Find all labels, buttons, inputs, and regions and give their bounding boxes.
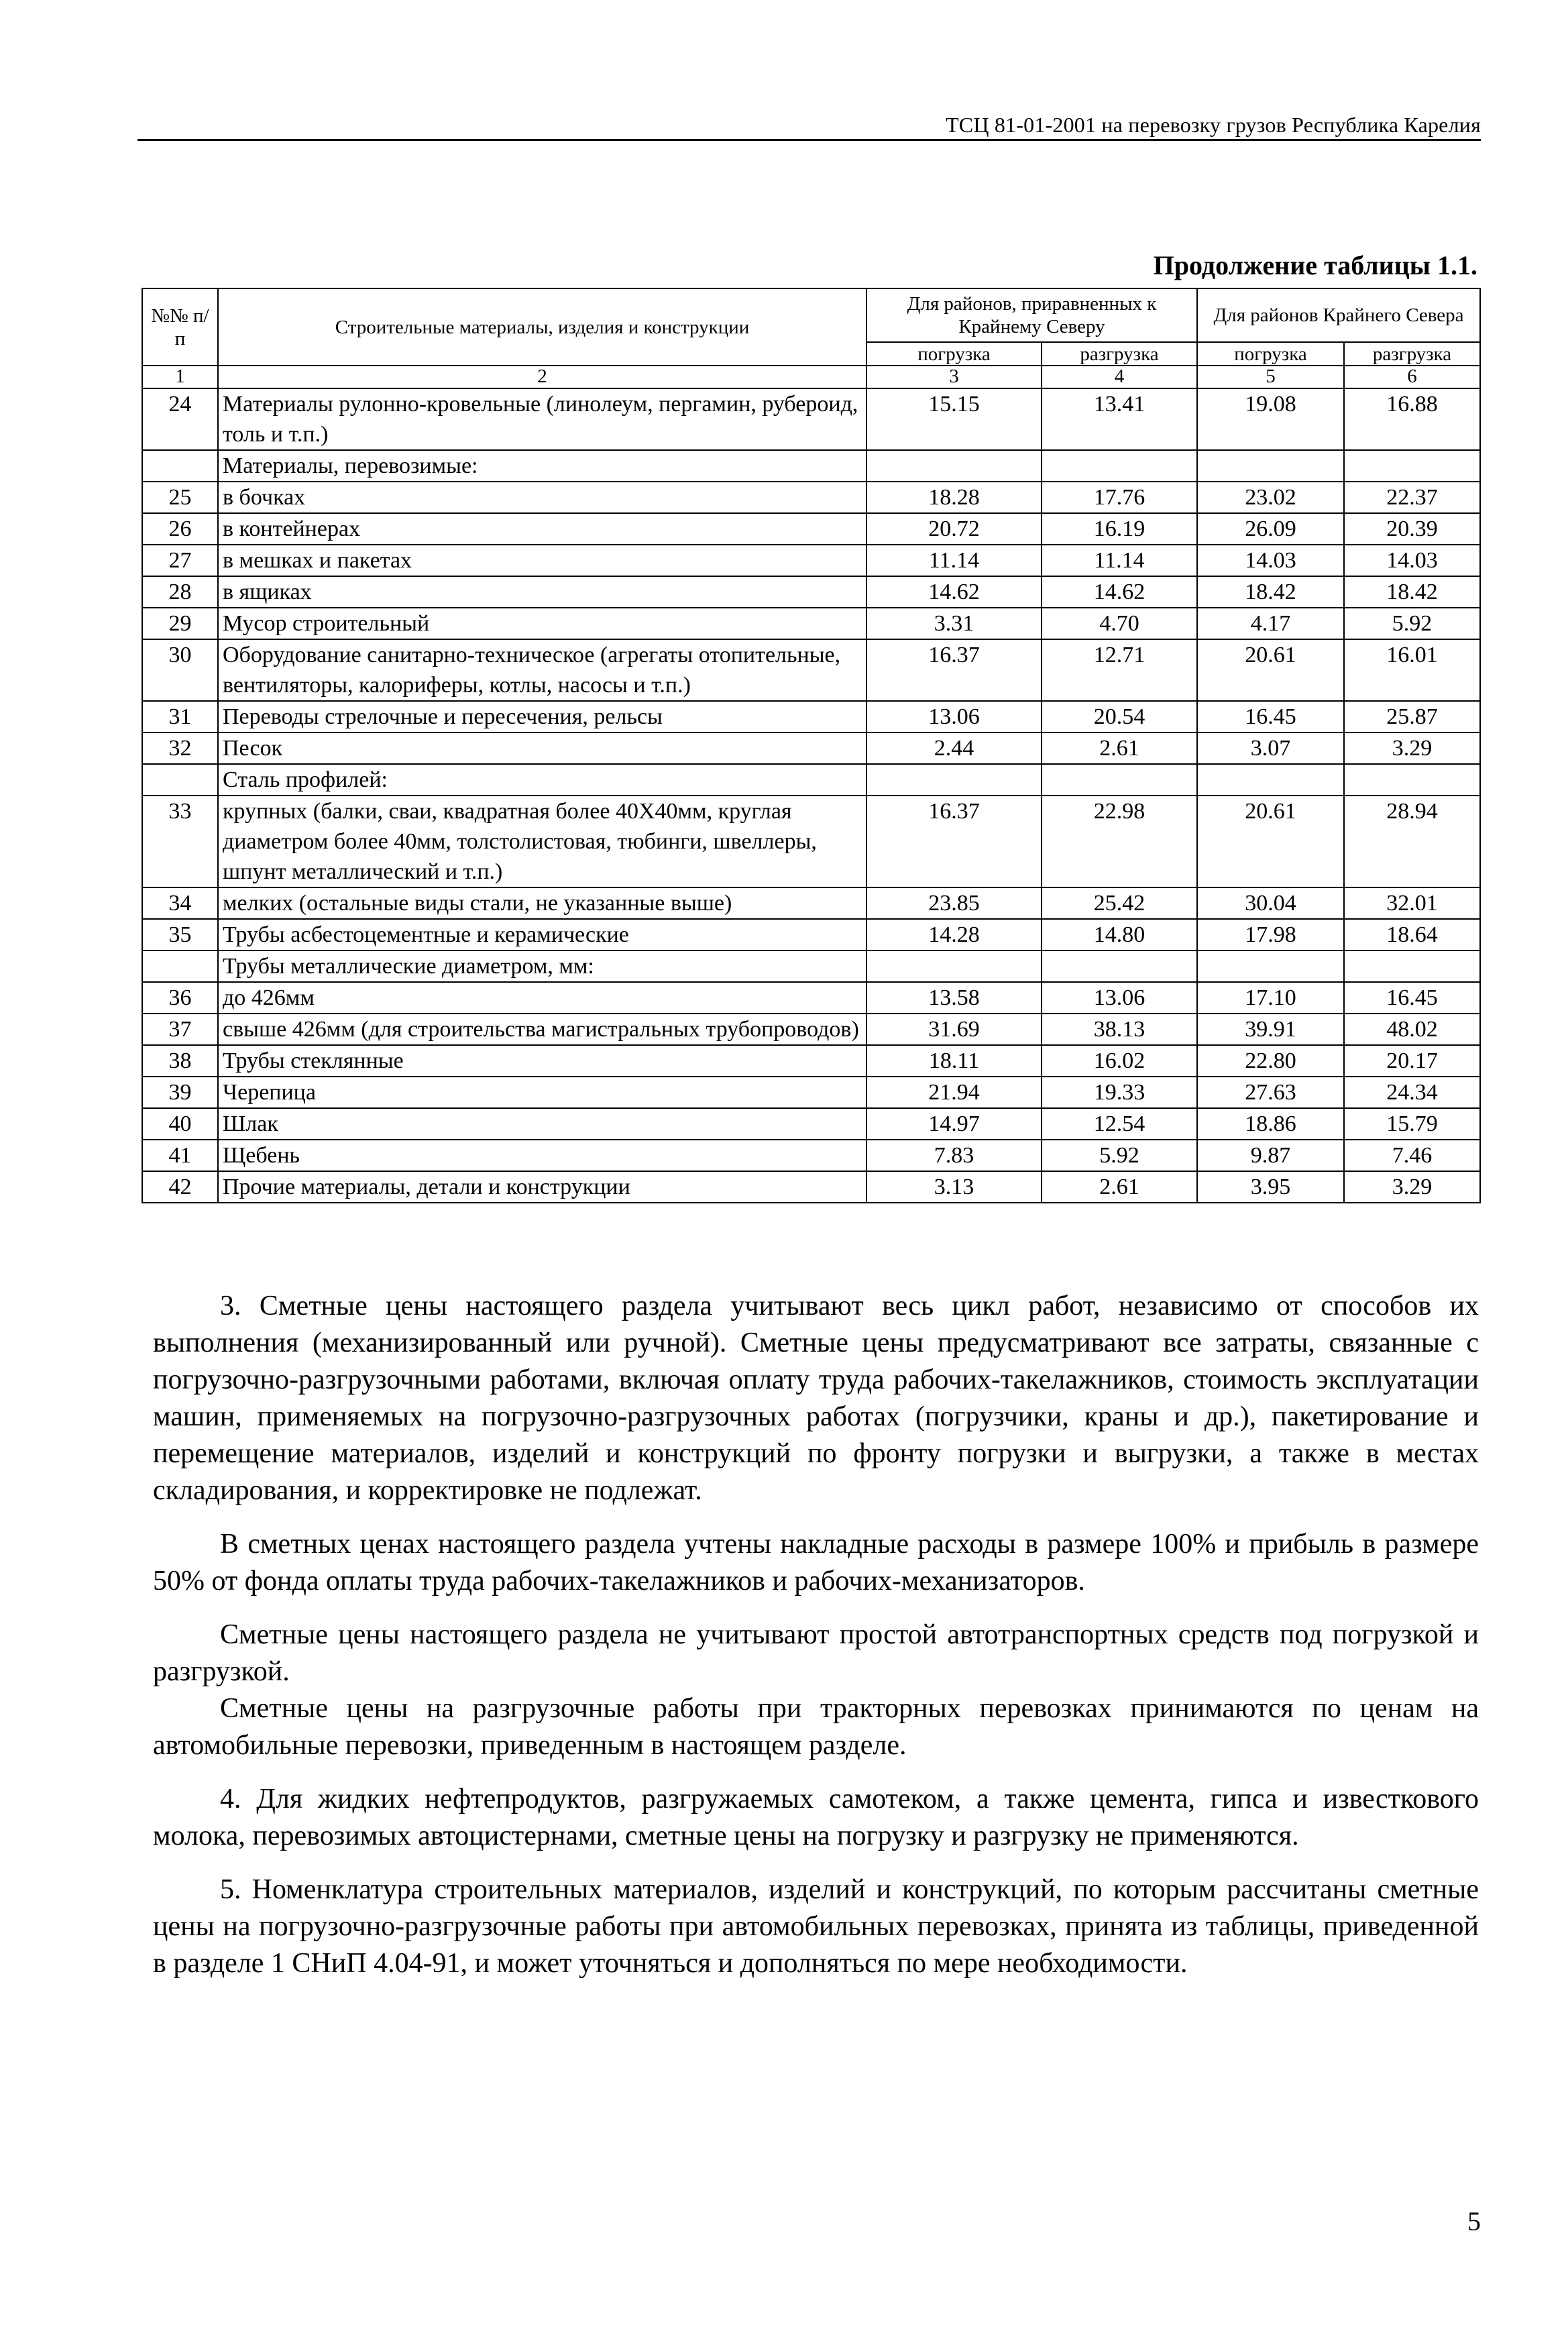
unload-far-north-value: 16.45 — [1344, 982, 1480, 1014]
load-far-north-value: 39.91 — [1197, 1014, 1344, 1045]
unload-far-north-value: 28.94 — [1344, 796, 1480, 887]
column-number: 4 — [1042, 366, 1197, 388]
material-name: Оборудование санитарно-техническое (агрегаты отопительные, вентиляторы, калориферы, котлы, насосы и т.п.) — [218, 639, 866, 701]
load-far-north-value: 4.17 — [1197, 608, 1344, 639]
row-number: 42 — [142, 1171, 218, 1203]
unload-near-north-value: 14.62 — [1042, 576, 1197, 608]
load-near-north-value: 18.11 — [866, 1045, 1042, 1077]
header-load-2: погрузка — [1197, 342, 1344, 366]
load-far-north-value: 23.02 — [1197, 482, 1344, 513]
row-number: 39 — [142, 1077, 218, 1108]
load-near-north-value: 14.28 — [866, 919, 1042, 951]
row-number: 38 — [142, 1045, 218, 1077]
load-far-north-value: 17.98 — [1197, 919, 1344, 951]
load-far-north-value: 22.80 — [1197, 1045, 1344, 1077]
unload-far-north-value: 25.87 — [1344, 701, 1480, 732]
row-number: 26 — [142, 513, 218, 545]
material-name: крупных (балки, сваи, квадратная более 40Х40мм, круглая диаметром более 40мм, толстолистовая, тюбинги, швеллеры, шпунт металлический и т.п.) — [218, 796, 866, 887]
row-number: 27 — [142, 545, 218, 576]
load-far-north-value — [1197, 951, 1344, 982]
row-number — [142, 951, 218, 982]
table-row — [142, 1140, 1480, 1171]
load-far-north-value: 20.61 — [1197, 796, 1344, 887]
unload-far-north-value: 32.01 — [1344, 887, 1480, 919]
column-number-row — [142, 366, 1480, 388]
column-number: 2 — [218, 366, 866, 388]
unload-far-north-value: 18.42 — [1344, 576, 1480, 608]
material-name: Щебень — [218, 1140, 866, 1171]
table-row — [142, 887, 1480, 919]
table-row — [142, 1014, 1480, 1045]
unload-near-north-value: 12.71 — [1042, 639, 1197, 701]
column-number: 1 — [142, 366, 218, 388]
material-name: Трубы металлические диаметром, мм: — [218, 951, 866, 982]
unload-near-north-value: 16.02 — [1042, 1045, 1197, 1077]
load-near-north-value: 21.94 — [866, 1077, 1042, 1108]
row-number: 37 — [142, 1014, 218, 1045]
load-near-north-value: 16.37 — [866, 639, 1042, 701]
row-number: 35 — [142, 919, 218, 951]
load-near-north-value: 23.85 — [866, 887, 1042, 919]
unload-far-north-value: 20.17 — [1344, 1045, 1480, 1077]
header-name: Строительные материалы, изделия и конструкции — [218, 288, 866, 366]
load-far-north-value: 9.87 — [1197, 1140, 1344, 1171]
load-near-north-value: 13.58 — [866, 982, 1042, 1014]
load-near-north-value: 15.15 — [866, 388, 1042, 450]
unload-near-north-value: 5.92 — [1042, 1140, 1197, 1171]
material-name: свыше 426мм (для строительства магистральных трубопроводов) — [218, 1014, 866, 1045]
table-row — [142, 732, 1480, 764]
unload-far-north-value: 16.88 — [1344, 388, 1480, 450]
table-row — [142, 1171, 1480, 1203]
unload-near-north-value — [1042, 764, 1197, 796]
unload-near-north-value: 38.13 — [1042, 1014, 1197, 1045]
row-number: 24 — [142, 388, 218, 450]
load-far-north-value — [1197, 450, 1344, 482]
unload-near-north-value: 4.70 — [1042, 608, 1197, 639]
table-row — [142, 796, 1480, 887]
table-row — [142, 764, 1480, 796]
table-row — [142, 1108, 1480, 1140]
load-near-north-value: 20.72 — [866, 513, 1042, 545]
header-load-1: погрузка — [866, 342, 1042, 366]
material-name: до 426мм — [218, 982, 866, 1014]
table-row — [142, 1077, 1480, 1108]
table-row — [142, 951, 1480, 982]
unload-far-north-value — [1344, 450, 1480, 482]
header-group-far-north: Для районов Крайнего Севера — [1197, 288, 1480, 342]
row-number: 33 — [142, 796, 218, 887]
material-name: Трубы стеклянные — [218, 1045, 866, 1077]
row-number: 32 — [142, 732, 218, 764]
unload-near-north-value — [1042, 450, 1197, 482]
body-text — [153, 1288, 1479, 1982]
unload-far-north-value: 7.46 — [1344, 1140, 1480, 1171]
load-near-north-value: 13.06 — [866, 701, 1042, 732]
unload-near-north-value: 2.61 — [1042, 1171, 1197, 1203]
table-row — [142, 545, 1480, 576]
load-far-north-value: 30.04 — [1197, 887, 1344, 919]
paragraph-downtime: Сметные цены настоящего раздела не учитывают простой автотранспортных средств под погрузкой и разгрузкой. — [153, 1619, 1479, 1687]
load-far-north-value: 3.07 — [1197, 732, 1344, 764]
unload-far-north-value: 3.29 — [1344, 1171, 1480, 1203]
load-near-north-value: 3.31 — [866, 608, 1042, 639]
paragraph-5: 5. Номенклатура строительных материалов, изделий и конструкций, по которым рассчитаны сметные цены на погрузочно-разгрузочные работы при автомобильных перевозках, принята из таблицы, приведенной в разделе 1 СНиП 4.04-91, и может уточняться и дополняться по мере необходимости. — [153, 1874, 1479, 1979]
load-far-north-value: 18.42 — [1197, 576, 1344, 608]
material-name: Мусор строительный — [218, 608, 866, 639]
rates-table — [142, 288, 1481, 1203]
header-rule — [137, 139, 1481, 141]
unload-far-north-value: 3.29 — [1344, 732, 1480, 764]
table-row — [142, 639, 1480, 701]
material-name: мелких (остальные виды стали, не указанные выше) — [218, 887, 866, 919]
load-near-north-value — [866, 764, 1042, 796]
material-name: Прочие материалы, детали и конструкции — [218, 1171, 866, 1203]
header-no: №№ п/п — [142, 288, 218, 366]
material-name: Материалы, перевозимые: — [218, 450, 866, 482]
unload-near-north-value: 19.33 — [1042, 1077, 1197, 1108]
load-near-north-value: 18.28 — [866, 482, 1042, 513]
unload-near-north-value: 17.76 — [1042, 482, 1197, 513]
paragraph-3: 3. Сметные цены настоящего раздела учитывают весь цикл работ, независимо от способов их выполнения (механизированный или ручной). Сметные цены предусматривают все затраты, связанные с погрузочно-разгрузочными работами, включая оплату труда рабочих-такелажников, стоимость эксплуатации машин, применяемых на погрузочно-разгрузочных работах (погрузчики, краны и др.), пакетирование и перемещение материалов, изделий и конструкций по фронту погрузки и выгрузки, а также в местах складирования, и корректировке не подлежат. — [153, 1291, 1479, 1506]
unload-near-north-value — [1042, 951, 1197, 982]
unload-near-north-value: 12.54 — [1042, 1108, 1197, 1140]
unload-far-north-value: 22.37 — [1344, 482, 1480, 513]
unload-far-north-value: 14.03 — [1344, 545, 1480, 576]
row-number: 36 — [142, 982, 218, 1014]
load-near-north-value — [866, 450, 1042, 482]
material-name: в мешках и пакетах — [218, 545, 866, 576]
load-far-north-value: 20.61 — [1197, 639, 1344, 701]
unload-far-north-value — [1344, 764, 1480, 796]
header-unload-2: разгрузка — [1344, 342, 1480, 366]
material-name: в ящиках — [218, 576, 866, 608]
column-number: 3 — [866, 366, 1042, 388]
load-near-north-value: 16.37 — [866, 796, 1042, 887]
unload-near-north-value: 25.42 — [1042, 887, 1197, 919]
load-far-north-value: 19.08 — [1197, 388, 1344, 450]
material-name: Сталь профилей: — [218, 764, 866, 796]
table-row — [142, 1045, 1480, 1077]
unload-near-north-value: 11.14 — [1042, 545, 1197, 576]
paragraph-overhead: В сметных ценах настоящего раздела учтены накладные расходы в размере 100% и прибыль в размере 50% от фонда оплаты труда рабочих-такелажников и рабочих-механизаторов. — [153, 1529, 1479, 1596]
table-row — [142, 701, 1480, 732]
row-number: 25 — [142, 482, 218, 513]
row-number: 30 — [142, 639, 218, 701]
unload-near-north-value: 2.61 — [1042, 732, 1197, 764]
unload-near-north-value: 14.80 — [1042, 919, 1197, 951]
row-number: 34 — [142, 887, 218, 919]
material-name: Переводы стрелочные и пересечения, рельсы — [218, 701, 866, 732]
material-name: в бочках — [218, 482, 866, 513]
row-number: 28 — [142, 576, 218, 608]
load-near-north-value: 2.44 — [866, 732, 1042, 764]
load-near-north-value — [866, 951, 1042, 982]
unload-far-north-value — [1344, 951, 1480, 982]
table-row — [142, 388, 1480, 450]
unload-far-north-value: 20.39 — [1344, 513, 1480, 545]
unload-near-north-value: 13.41 — [1042, 388, 1197, 450]
load-near-north-value: 7.83 — [866, 1140, 1042, 1171]
page-number: 5 — [1467, 2206, 1481, 2236]
table-row — [142, 608, 1480, 639]
row-number: 41 — [142, 1140, 218, 1171]
unload-far-north-value: 18.64 — [1344, 919, 1480, 951]
row-number — [142, 450, 218, 482]
load-near-north-value: 31.69 — [866, 1014, 1042, 1045]
unload-far-north-value: 48.02 — [1344, 1014, 1480, 1045]
table-caption: Продолжение таблицы 1.1. — [1153, 250, 1477, 280]
material-name: Трубы асбестоцементные и керамические — [218, 919, 866, 951]
unload-far-north-value: 24.34 — [1344, 1077, 1480, 1108]
column-number: 5 — [1197, 366, 1344, 388]
table-row — [142, 919, 1480, 951]
header-unload-1: разгрузка — [1042, 342, 1197, 366]
table-row — [142, 576, 1480, 608]
table-body — [142, 388, 1480, 1203]
load-far-north-value — [1197, 764, 1344, 796]
load-near-north-value: 11.14 — [866, 545, 1042, 576]
paragraph-4: 4. Для жидких нефтепродуктов, разгружаемых самотеком, а также цемента, гипса и известкового молока, перевозимых автоцистернами, сметные цены на погрузку и разгрузку не применяются. — [153, 1784, 1479, 1851]
material-name: Черепица — [218, 1077, 866, 1108]
load-near-north-value: 14.97 — [866, 1108, 1042, 1140]
running-header: ТСЦ 81-01-2001 на перевозку грузов Республика Карелия — [946, 113, 1481, 137]
material-name: Материалы рулонно-кровельные (линолеум, пергамин, рубероид, толь и т.п.) — [218, 388, 866, 450]
header-group-near-north: Для районов, приравненных к Крайнему Северу — [866, 288, 1197, 342]
material-name: Шлак — [218, 1108, 866, 1140]
table-row — [142, 482, 1480, 513]
table-row — [142, 450, 1480, 482]
load-far-north-value: 17.10 — [1197, 982, 1344, 1014]
unload-near-north-value: 22.98 — [1042, 796, 1197, 887]
unload-near-north-value: 20.54 — [1042, 701, 1197, 732]
load-near-north-value: 14.62 — [866, 576, 1042, 608]
unload-far-north-value: 5.92 — [1344, 608, 1480, 639]
table-head — [142, 288, 1480, 388]
load-far-north-value: 27.63 — [1197, 1077, 1344, 1108]
unload-far-north-value: 15.79 — [1344, 1108, 1480, 1140]
row-number: 29 — [142, 608, 218, 639]
unload-near-north-value: 16.19 — [1042, 513, 1197, 545]
column-number: 6 — [1344, 366, 1480, 388]
unload-far-north-value: 16.01 — [1344, 639, 1480, 701]
unload-near-north-value: 13.06 — [1042, 982, 1197, 1014]
load-far-north-value: 16.45 — [1197, 701, 1344, 732]
material-name: Песок — [218, 732, 866, 764]
load-far-north-value: 18.86 — [1197, 1108, 1344, 1140]
row-number: 31 — [142, 701, 218, 732]
load-far-north-value: 14.03 — [1197, 545, 1344, 576]
load-far-north-value: 3.95 — [1197, 1171, 1344, 1203]
load-near-north-value: 3.13 — [866, 1171, 1042, 1203]
table-row — [142, 982, 1480, 1014]
row-number: 40 — [142, 1108, 218, 1140]
paragraph-tractor: Сметные цены на разгрузочные работы при тракторных перевозках принимаются по ценам на автомобильные перевозки, приведенным в настоящем разделе. — [153, 1693, 1479, 1761]
load-far-north-value: 26.09 — [1197, 513, 1344, 545]
table-row — [142, 513, 1480, 545]
material-name: в контейнерах — [218, 513, 866, 545]
row-number — [142, 764, 218, 796]
